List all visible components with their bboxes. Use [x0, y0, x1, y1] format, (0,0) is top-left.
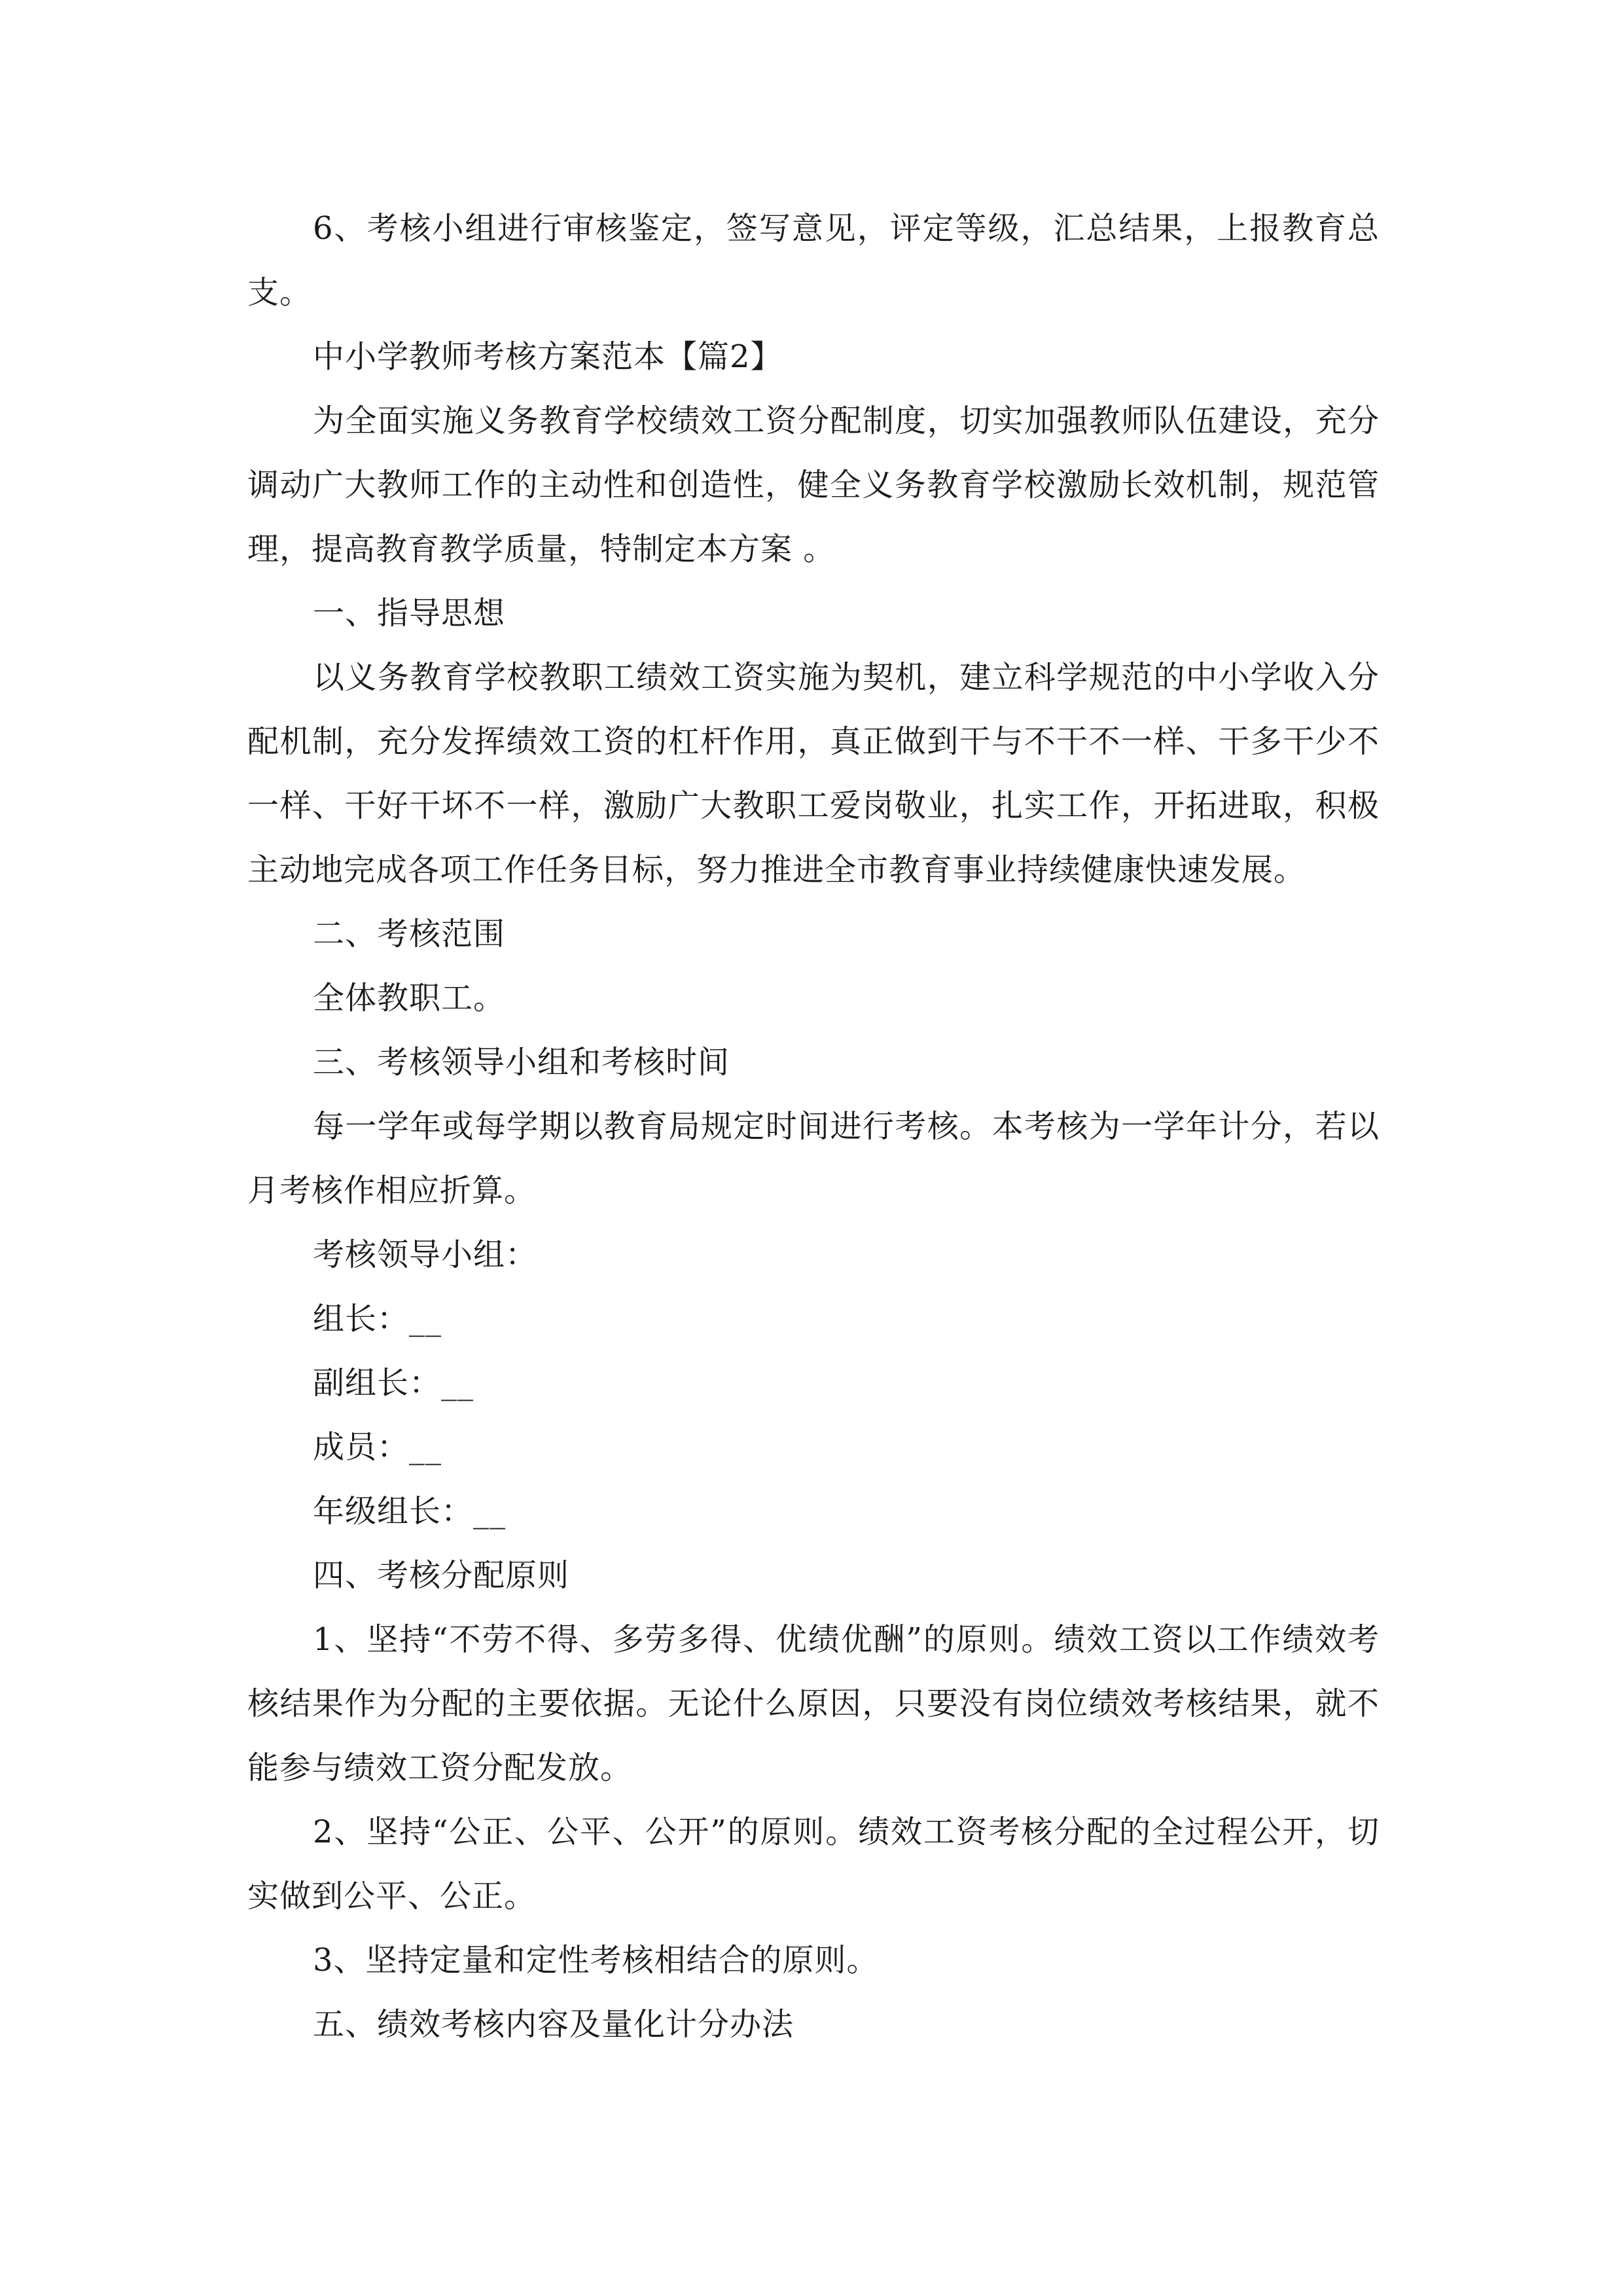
heading-assessment-scope: 二、考核范围	[313, 916, 506, 952]
deputy-leader-line: 副组长：__	[313, 1365, 474, 1401]
principle-3-paragraph: 3、坚持定量和定性考核相结合的原则。	[313, 1942, 879, 1979]
principle-2-paragraph: 2、坚持“公正、公平、公开”的原则。绩效工资考核分配的全过程公开，切实做到公平、公正。	[247, 1814, 1380, 1914]
document-page	[247, 196, 1380, 2056]
grade-leader-line: 年级组长：__	[313, 1493, 507, 1530]
paragraph-item-6-conclusion: 6、考核小组进行审核鉴定，签写意见，评定等级，汇总结果，上报教育总支。	[247, 210, 1380, 311]
leadership-group-label: 考核领导小组：	[313, 1236, 538, 1273]
principle-1-paragraph: 1、坚持“不劳不得、多劳多得、优绩优酬”的原则。绩效工资以工作绩效考核结果作为分配的主要依据。无论什么原因，只要没有岗位绩效考核结果，就不能参与绩效工资分配发放。	[247, 1621, 1380, 1786]
heading-leadership-and-time: 三、考核领导小组和考核时间	[313, 1044, 730, 1081]
heading-performance-content: 五、绩效考核内容及量化计分办法	[313, 2006, 794, 2043]
assessment-scope-text: 全体教职工。	[313, 980, 506, 1016]
assessment-time-paragraph: 每一学年或每学期以教育局规定时间进行考核。本考核为一学年计分，若以月考核作相应折算。	[247, 1108, 1380, 1209]
heading-distribution-principles: 四、考核分配原则	[313, 1557, 570, 1594]
heading-guiding-ideology: 一、指导思想	[313, 595, 506, 632]
group-leader-line: 组长：__	[313, 1300, 442, 1337]
members-line: 成员：__	[313, 1429, 442, 1465]
intro-paragraph: 为全面实施义务教育学校绩效工资分配制度，切实加强教师队伍建设，充分调动广大教师工作的主动性和创造性，健全义务教育学校激励长效机制，规范管理，提高教育教学质量，特制定本方案 。	[247, 403, 1380, 567]
guiding-ideology-paragraph: 以义务教育学校教职工绩效工资实施为契机，建立科学规范的中小学收入分配机制，充分发挥绩效工资的杠杆作用，真正做到干与不干不一样、干多干少不一样、干好干坏不一样，激励广大教职工爱岗敬业，扎实工作，开拓进取，积极主动地完成各项工作任务目标，努力推进全市教育事业持续健康快速发展。	[247, 659, 1380, 888]
section-title-part2: 中小学教师考核方案范本【篇2】	[313, 338, 783, 375]
